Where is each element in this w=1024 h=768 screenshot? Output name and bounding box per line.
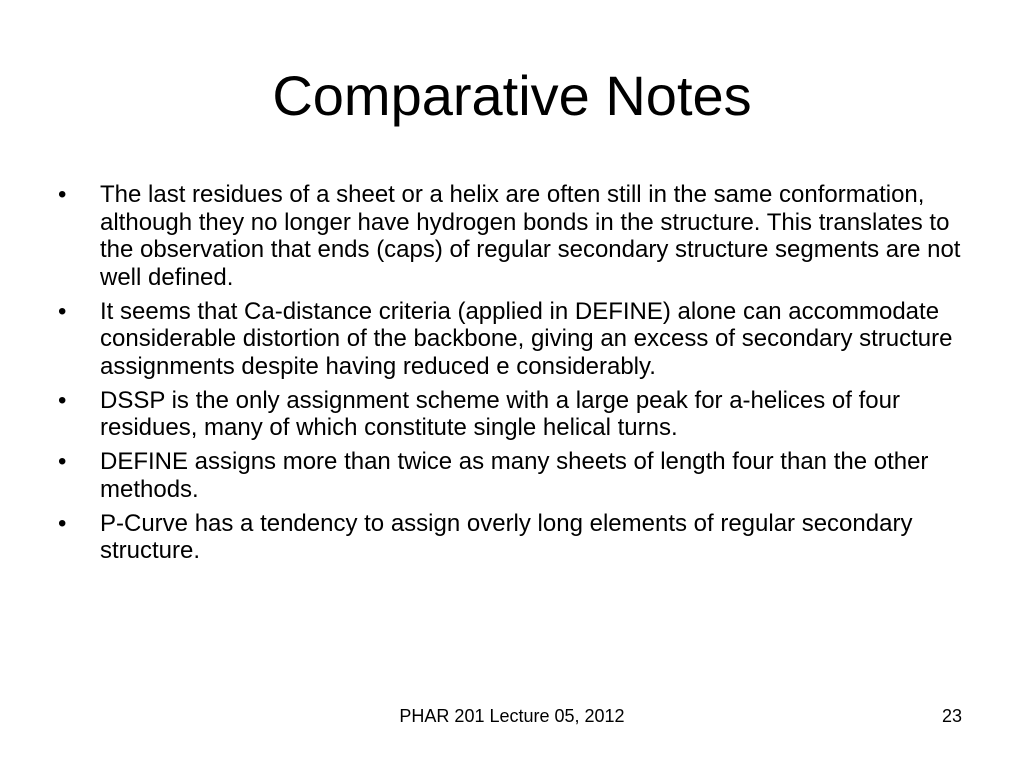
bullet-item	[58, 510, 973, 565]
footer-lecture-label: PHAR 201 Lecture 05, 2012	[399, 706, 625, 726]
bullet-list	[58, 181, 973, 571]
bullet-icon: •	[58, 297, 67, 325]
slide-number: 23	[941, 706, 962, 726]
bullet-text: DSSP is the only assignment scheme with a large peak for a-helices of four residues, many of which constitute single helical turns.	[100, 386, 900, 441]
bullet-text: It seems that Ca-distance criteria (applied in DEFINE) alone can accommodate considerable distortion of the backbone, giving an excess of secondary structure assignments despite having reduced e considerably.	[100, 297, 953, 380]
bullet-icon: •	[58, 386, 67, 414]
bullet-item	[58, 387, 973, 442]
bullet-icon: •	[58, 181, 67, 208]
bullet-item	[58, 181, 973, 291]
bullet-icon: •	[58, 509, 67, 537]
bullet-item	[58, 448, 973, 503]
slide-title: Comparative Notes	[272, 64, 752, 127]
bullet-text: DEFINE assigns more than twice as many sheets of length four than the other methods.	[100, 448, 929, 503]
bullet-item	[58, 298, 973, 381]
bullet-text: The last residues of a sheet or a helix are often still in the same conformation, although they no longer have hydrogen bonds in the structure. This translates to the observation that ends (caps) of regular secondary structure segments are not well defined.	[100, 181, 961, 291]
bullet-text: P-Curve has a tendency to assign overly long elements of regular secondary structure.	[100, 509, 913, 564]
bullet-icon: •	[58, 448, 67, 475]
